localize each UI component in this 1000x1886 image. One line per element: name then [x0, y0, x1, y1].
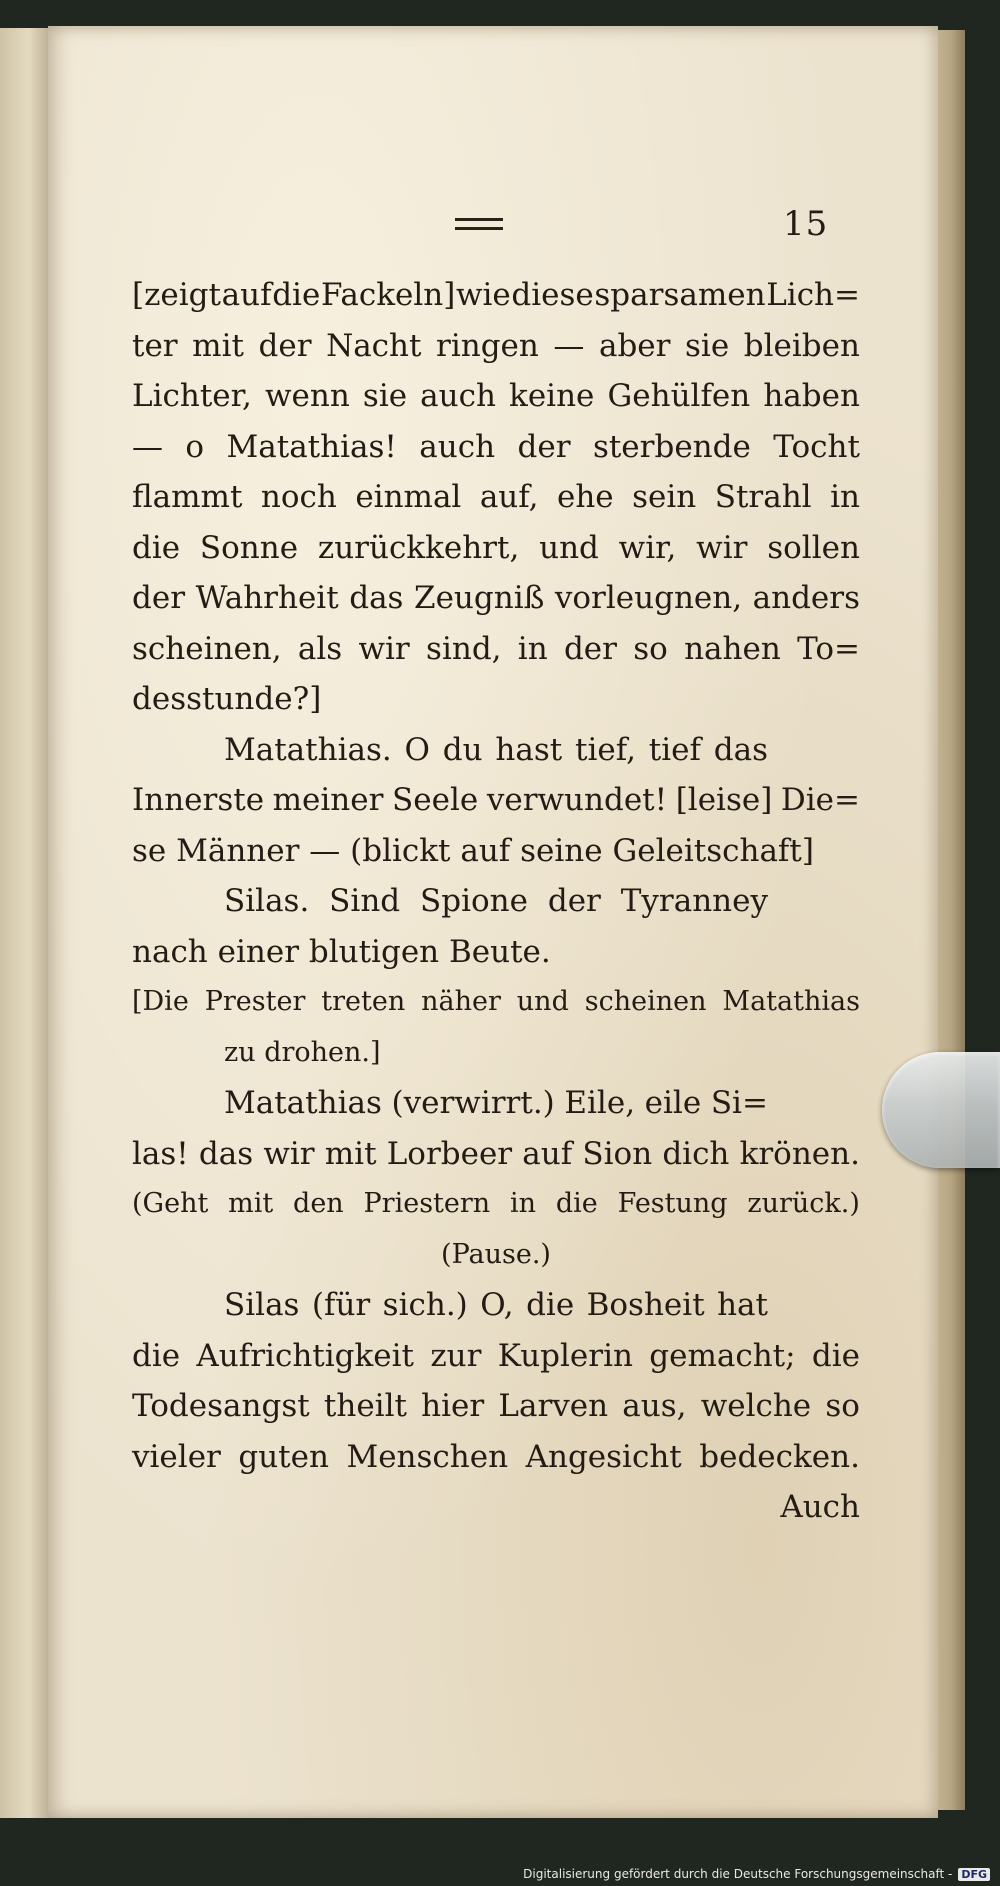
- text-line: [132, 876, 860, 927]
- text-line-content: [224, 1280, 768, 1331]
- word: wenn: [265, 378, 350, 414]
- word: meiner: [272, 782, 384, 818]
- word: welche: [700, 1388, 812, 1424]
- word: Larven: [498, 1388, 609, 1424]
- word: sie: [362, 378, 408, 414]
- text-line-content: Auch: [780, 1489, 860, 1525]
- text-line: [132, 1381, 860, 1432]
- word: der: [132, 580, 186, 616]
- word: Silas.: [224, 883, 310, 919]
- word: Die=: [780, 782, 860, 818]
- word: scheinen,: [132, 630, 282, 667]
- digitization-footer: [0, 1862, 1000, 1886]
- word: nahen: [684, 630, 781, 667]
- word: auf,: [479, 479, 539, 515]
- text-line: [132, 1331, 860, 1382]
- word: hier: [421, 1388, 485, 1424]
- word: [Die: [132, 986, 189, 1017]
- text-line-content: [224, 876, 768, 927]
- word: du: [442, 731, 483, 768]
- text-line: [132, 725, 860, 776]
- scan-clamp: [882, 1052, 1000, 1168]
- word: keine: [509, 378, 595, 414]
- word: Sind: [329, 883, 401, 919]
- text-line-content: [132, 523, 860, 574]
- word: Silas: [224, 1287, 300, 1323]
- word: so: [825, 1388, 860, 1424]
- word: das: [713, 731, 768, 768]
- text-line-content: [224, 725, 768, 776]
- word: Lorbeer: [386, 1135, 513, 1172]
- text-line-content: desstunde?]: [132, 681, 322, 717]
- word: Angesicht: [525, 1438, 682, 1475]
- word: auf: [221, 277, 272, 313]
- text-line-content: [132, 1381, 860, 1432]
- text-line: [132, 371, 860, 422]
- word: Matathias.: [224, 731, 392, 768]
- word: krönen.: [739, 1135, 860, 1172]
- body-text: [132, 270, 860, 1533]
- text-line-content: [132, 472, 860, 523]
- word: mit: [192, 327, 244, 364]
- word: ter: [132, 327, 178, 364]
- word: näher: [421, 986, 501, 1017]
- word: guten: [238, 1438, 329, 1475]
- word: zurückkehrt,: [317, 529, 520, 566]
- word: To=: [797, 630, 860, 667]
- word: Gehülfen: [607, 378, 751, 414]
- text-line: [132, 1432, 860, 1483]
- word: in: [830, 479, 860, 515]
- dfg-logo: DFG: [958, 1868, 990, 1881]
- word: den: [293, 1188, 344, 1219]
- text-line-content: [132, 1129, 860, 1180]
- word: Nacht: [326, 327, 422, 364]
- word: tief: [648, 731, 701, 768]
- word: mit: [324, 1135, 377, 1172]
- text-line-content: (Pause.): [441, 1238, 551, 1270]
- text-line: [132, 321, 860, 372]
- word: (verwirrt.): [391, 1085, 555, 1121]
- text-line: [132, 1028, 860, 1079]
- word: Wahrheit: [195, 580, 339, 616]
- word: theilt: [323, 1388, 407, 1424]
- text-line-content: [132, 573, 860, 624]
- word: Eile,: [564, 1085, 636, 1121]
- word: auf: [522, 1135, 573, 1172]
- word: in: [510, 1188, 537, 1219]
- footer-credit: Digitalisierung gefördert durch die Deutsche Forschungsgemeinschaft -: [523, 1867, 953, 1881]
- word: Strahl: [714, 479, 812, 515]
- word: o: [185, 428, 205, 465]
- word: bedecken.: [699, 1438, 860, 1475]
- text-line-content: [132, 624, 860, 675]
- text-line-content: se Männer — (blickt auf seine Geleitschaft]: [132, 832, 814, 869]
- word: Matathias: [722, 986, 860, 1017]
- text-line-content: [132, 321, 860, 372]
- word: wir: [263, 1135, 315, 1172]
- word: vorleugnen,: [554, 580, 743, 616]
- word: sie: [685, 327, 730, 364]
- word: Kuplerin: [497, 1337, 633, 1374]
- text-line-content: [132, 1432, 860, 1483]
- text-line-content: [132, 1331, 860, 1382]
- word: mit: [228, 1188, 274, 1219]
- facing-page-edge: [0, 28, 54, 1818]
- word: Lichter,: [132, 378, 252, 414]
- page-number: 15: [783, 204, 829, 244]
- text-line: [132, 1230, 860, 1281]
- word: Prester: [204, 986, 306, 1017]
- word: (Geht: [132, 1188, 209, 1219]
- word: Sonne: [199, 529, 299, 566]
- text-line-content: [132, 371, 860, 422]
- word: [leise]: [675, 782, 773, 818]
- word: Fackeln]: [320, 277, 456, 313]
- word: Seele: [392, 782, 479, 818]
- word: die: [555, 1188, 598, 1219]
- text-line-content: zu drohen.]: [224, 1036, 381, 1068]
- word: hat: [717, 1287, 768, 1323]
- word: die: [272, 277, 321, 313]
- text-line-content: nach einer blutigen Beute.: [132, 933, 551, 970]
- word: Zeugniß: [414, 580, 545, 616]
- word: eile: [644, 1085, 702, 1121]
- word: sterbende: [592, 428, 751, 465]
- word: Menschen: [346, 1438, 509, 1475]
- word: sind,: [426, 630, 502, 667]
- word: als: [297, 630, 343, 667]
- word: der: [563, 630, 617, 667]
- word: Tocht: [773, 428, 860, 465]
- word: zur: [430, 1337, 482, 1374]
- text-line: [132, 1129, 860, 1180]
- word: die: [526, 1287, 575, 1323]
- word: Lich=: [766, 277, 860, 313]
- word: —: [132, 428, 163, 465]
- word: in: [517, 630, 548, 667]
- word: Tyranney: [620, 883, 768, 919]
- text-line: [132, 1179, 860, 1230]
- word: der: [547, 883, 601, 919]
- text-line: [132, 270, 860, 321]
- word: zurück.): [747, 1188, 860, 1219]
- text-line: [132, 977, 860, 1028]
- word: das: [349, 580, 404, 616]
- word: O,: [480, 1287, 514, 1323]
- word: [zeigt: [132, 277, 221, 313]
- word: O: [404, 731, 430, 768]
- word: las!: [132, 1135, 189, 1172]
- word: ehe: [556, 479, 614, 515]
- word: —: [553, 327, 585, 364]
- text-line: [132, 523, 860, 574]
- word: aber: [598, 327, 671, 364]
- text-line: [132, 624, 860, 675]
- word: so: [633, 630, 668, 667]
- word: ringen: [436, 327, 539, 364]
- word: Si=: [710, 1085, 768, 1121]
- text-line: [132, 1280, 860, 1331]
- word: hast: [495, 731, 563, 768]
- word: wir: [358, 630, 410, 667]
- text-line-content: [132, 1179, 860, 1230]
- word: scheinen: [584, 986, 707, 1017]
- word: auch: [419, 428, 496, 465]
- word: wir,: [618, 529, 677, 566]
- word: sich.): [382, 1287, 468, 1323]
- text-line: [132, 422, 860, 473]
- word: tief,: [575, 731, 636, 768]
- word: Sion: [582, 1135, 653, 1172]
- word: Matathias!: [226, 428, 397, 465]
- word: Spione: [420, 883, 528, 919]
- word: und: [539, 529, 599, 566]
- text-line: [132, 1078, 860, 1129]
- word: und: [516, 986, 569, 1017]
- text-line-content: [132, 977, 860, 1028]
- word: die: [811, 1337, 860, 1374]
- text-line-content: [224, 1078, 768, 1129]
- word: treten: [321, 986, 406, 1017]
- word: bleiben: [743, 327, 860, 364]
- word: auch: [420, 378, 496, 414]
- word: vieler: [132, 1438, 221, 1475]
- header-rule: [455, 218, 503, 230]
- word: Matathias: [224, 1085, 382, 1121]
- word: Festung: [617, 1188, 728, 1219]
- word: die: [132, 1337, 181, 1374]
- text-line: [132, 775, 860, 826]
- word: sollen: [767, 529, 860, 566]
- word: dich: [662, 1135, 730, 1172]
- word: einmal: [355, 479, 462, 515]
- word: wir: [696, 529, 748, 566]
- word: das: [198, 1135, 254, 1172]
- word: flammt: [132, 479, 243, 515]
- word: diese: [511, 277, 594, 313]
- word: Todesangst: [132, 1388, 310, 1424]
- word: der: [517, 428, 571, 465]
- word: die: [132, 529, 181, 566]
- text-line: [132, 674, 860, 725]
- text-line: [132, 573, 860, 624]
- text-line: [132, 826, 860, 877]
- word: (für: [311, 1287, 371, 1323]
- text-line-content: [132, 270, 860, 321]
- word: noch: [260, 479, 337, 515]
- word: gemacht;: [649, 1337, 796, 1374]
- word: Bosheit: [586, 1287, 705, 1323]
- word: Aufrichtigkeit: [196, 1337, 415, 1374]
- text-line-content: [132, 422, 860, 473]
- text-line-content: [132, 775, 860, 826]
- word: der: [258, 327, 312, 364]
- text-line: [132, 927, 860, 978]
- word: anders: [752, 580, 860, 616]
- word: haben: [763, 378, 860, 414]
- word: wie: [455, 277, 511, 313]
- word: sparsamen: [594, 277, 766, 313]
- word: Priestern: [363, 1188, 491, 1219]
- text-line: [132, 1482, 860, 1533]
- word: aus,: [622, 1388, 687, 1424]
- word: sein: [632, 479, 697, 515]
- word: verwundet!: [486, 782, 668, 818]
- word: Innerste: [132, 782, 265, 818]
- text-line: [132, 472, 860, 523]
